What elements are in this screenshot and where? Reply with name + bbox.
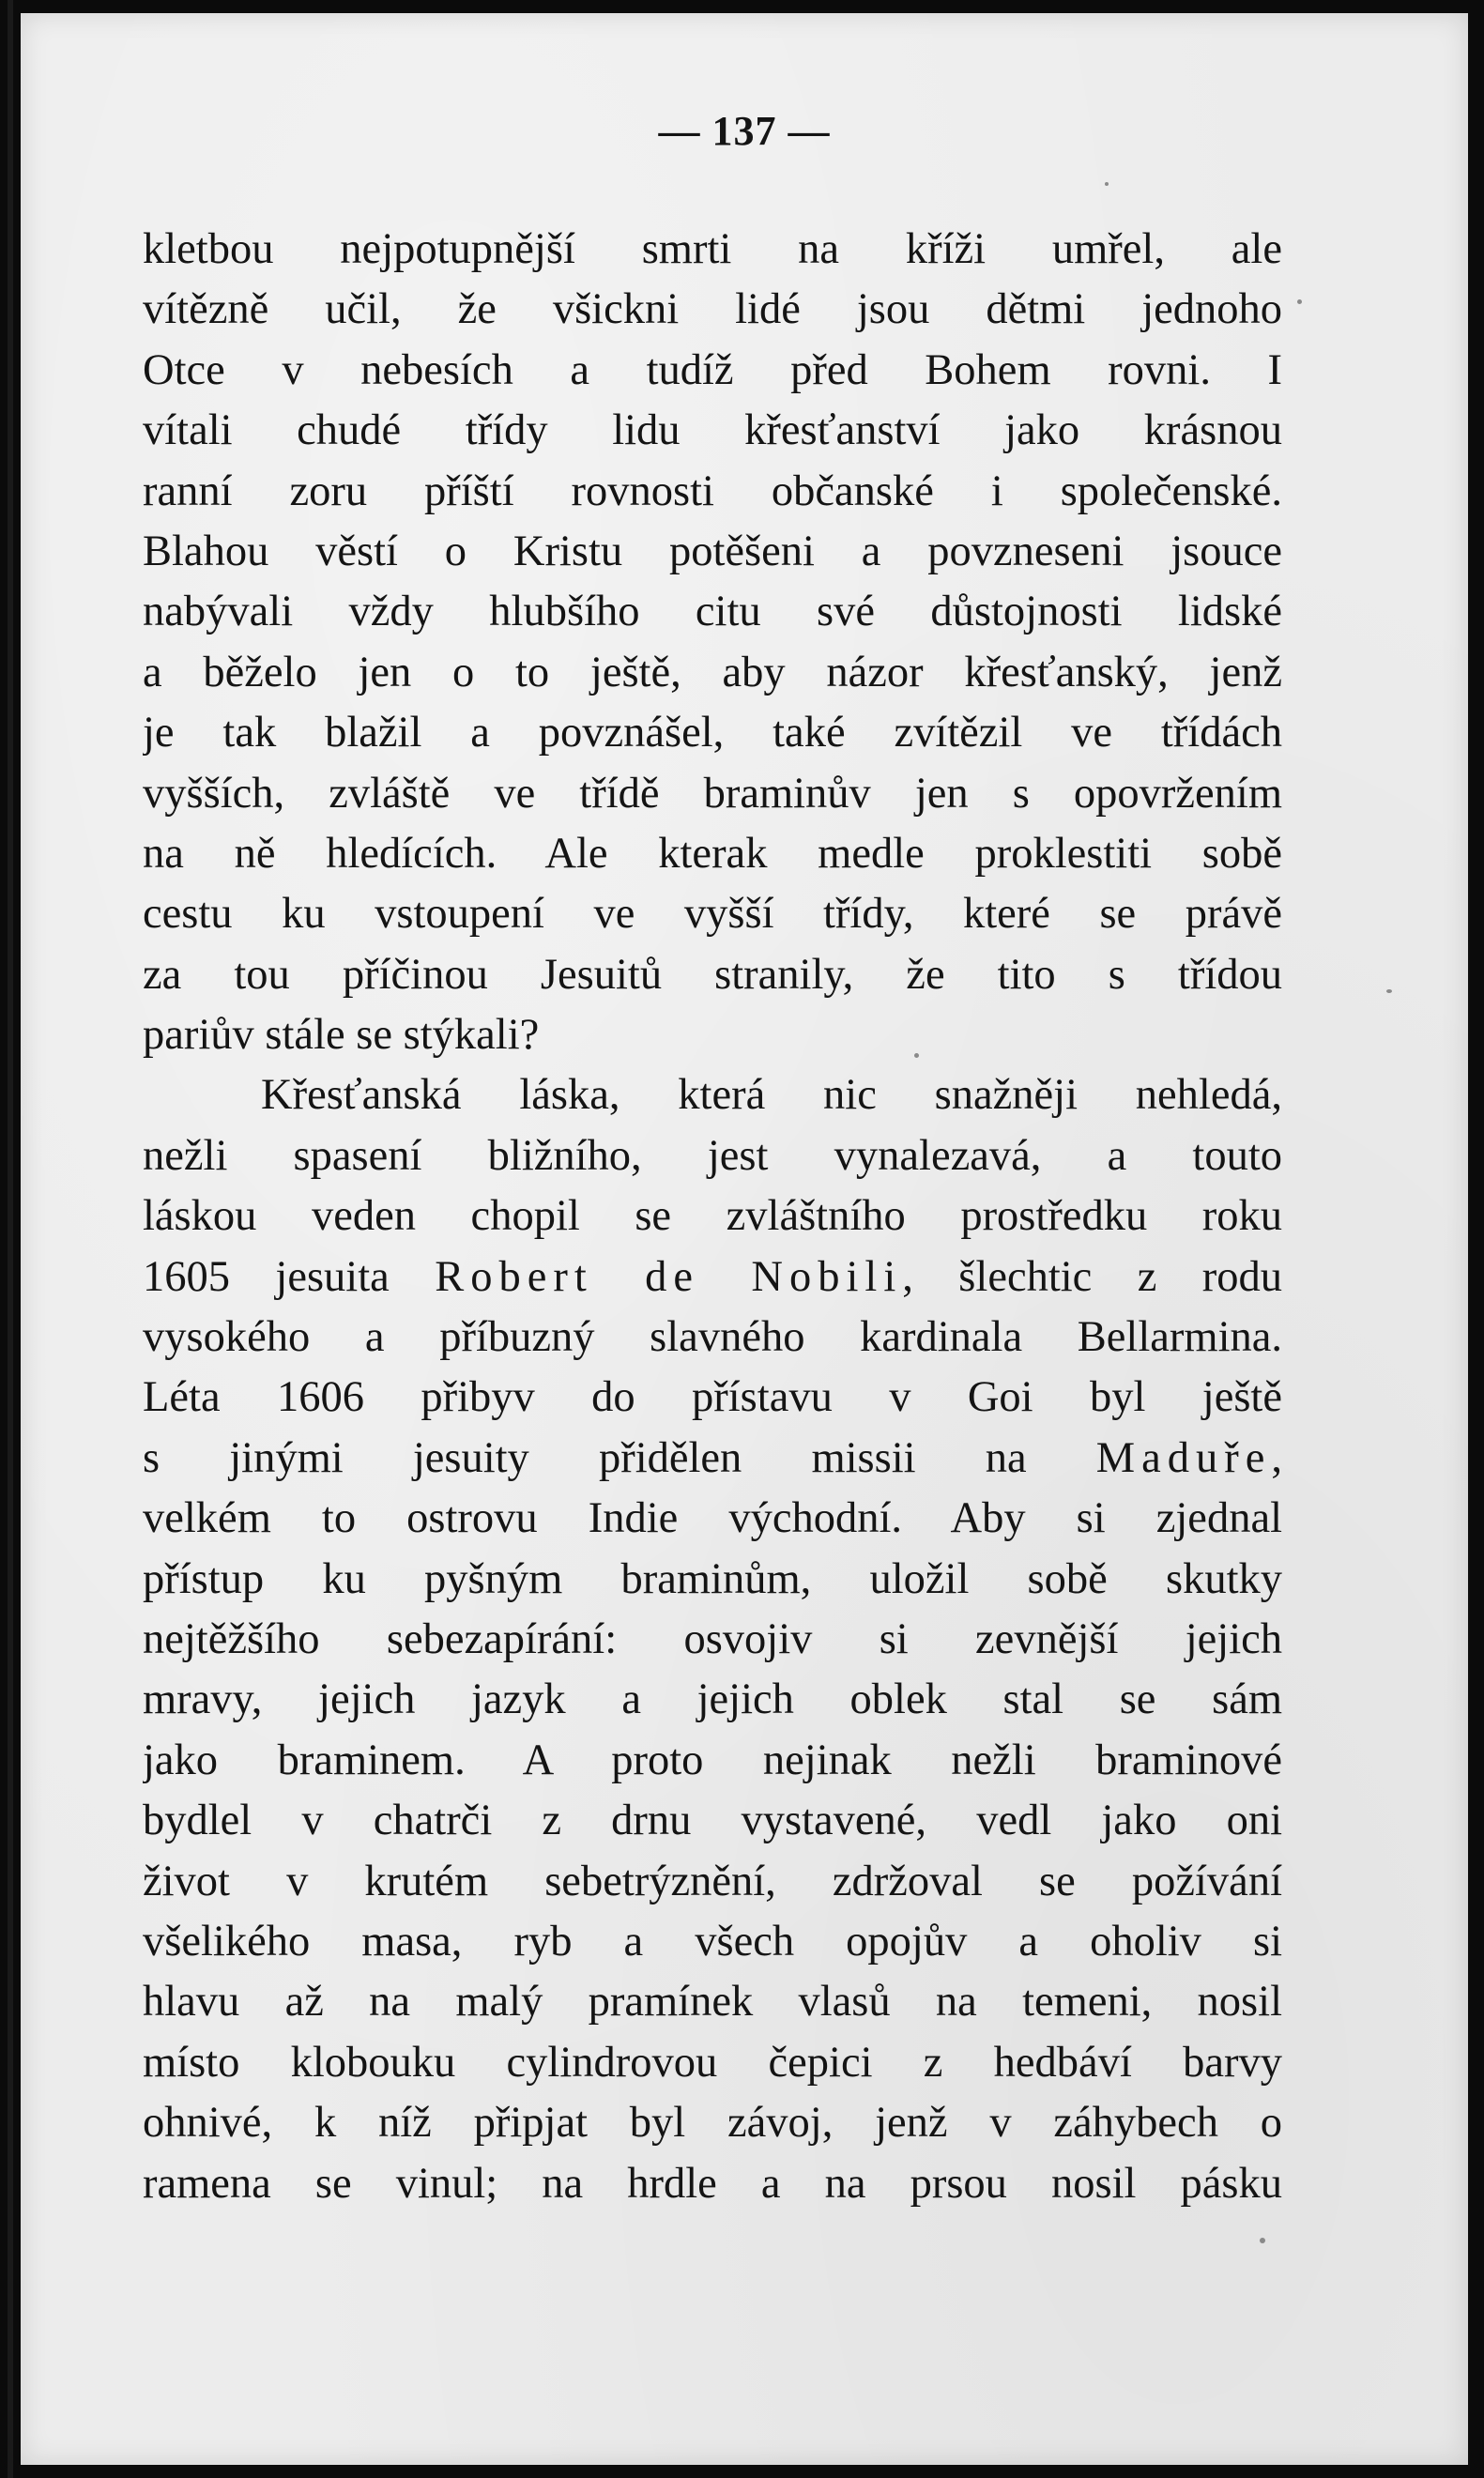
paper-sheet (21, 13, 1468, 2465)
text-line: Otce v nebesích a tudíž před Bohem rovni. I (143, 345, 1282, 394)
text-line: a běželo jen o to ještě, aby názor křesťanský, jenž (143, 648, 1282, 696)
paper-speck (1297, 299, 1302, 304)
body-text (143, 220, 1282, 2214)
scan-edge (8, 0, 13, 2478)
text-line: cestu ku vstoupení ve vyšší třídy, které se právě (143, 890, 1282, 939)
text-line: velkém to ostrovu Indie východní. Aby si zjednal (143, 1494, 1282, 1543)
text-line: ranní zoru příští rovnosti občanské i společenské. (143, 467, 1282, 515)
text-line: místo klobouku cylindrovou čepici z hedbáví barvy (143, 2038, 1282, 2087)
text-line-paragraph-start: Křesťanská láska, která nic snažněji nehledá, (261, 1071, 1282, 1120)
paper-speck (1386, 989, 1392, 993)
spaced-place-name: Maduře (1095, 1433, 1272, 1482)
text-line: ramena se vinul; na hrdle a na prsou nosil pásku (143, 2159, 1282, 2208)
text-line: nežli spasení bližního, jest vynalezavá, a touto (143, 1131, 1282, 1180)
text-line: za tou příčinou Jesuitů stranily, že tito s třídou (143, 950, 1282, 999)
text-line: vysokého a příbuzný slavného kardinala Bellarmina. (143, 1313, 1282, 1362)
text-line-with-name: 1605 jesuita Robert de Nobili, šlechtic z rodu (143, 1252, 1282, 1301)
text-line-with-place: s jinými jesuity přidělen missii na Maduře, (143, 1433, 1282, 1482)
text-line: vítali chudé třídy lidu křesťanství jako krásnou (143, 406, 1282, 455)
text-line: ohnivé, k níž připjat byl závoj, jenž v záhybech o (143, 2099, 1282, 2148)
page-number: — 137 — (658, 108, 831, 154)
text-line: Blahou věstí o Kristu potěšeni a povzneseni jsouce (143, 527, 1282, 575)
text-line: přístup ku pyšným braminům, uložil sobě skutky (143, 1554, 1282, 1603)
text-line: mravy, jejich jazyk a jejich oblek stal se sám (143, 1675, 1282, 1724)
text-line: je tak blažil a povznášel, také zvítězil ve třídách (143, 709, 1282, 757)
text-line: Léta 1606 přibyv do přístavu v Goi byl ještě (143, 1373, 1282, 1422)
text-line: nabývali vždy hlubšího citu své důstojnosti lidské (143, 588, 1282, 636)
text-line: všelikého masa, ryb a všech opojův a oholiv si (143, 1917, 1282, 1966)
paper-speck (1260, 2238, 1265, 2243)
spaced-name: Robert de Nobili (435, 1252, 903, 1301)
text-line: na ně hledících. Ale kterak medle proklestiti sobě (143, 829, 1282, 878)
text-line: vítězně učil, že všickni lidé jsou dětmi jednoho (143, 285, 1282, 334)
text-line: vyšších, zvláště ve třídě braminův jen s opovržením (143, 769, 1282, 818)
text-line: bydlel v chatrči z drnu vystavené, vedl jako oni (143, 1797, 1282, 1845)
text-line: jako braminem. A proto nejinak nežli braminové (143, 1736, 1282, 1784)
text-line: kletbou nejpotupnější smrti na kříži umřel, ale (143, 225, 1282, 273)
text-line: hlavu až na malý pramínek vlasů na temeni, nosil (143, 1978, 1282, 2027)
paper-speck (914, 1053, 919, 1058)
paper-speck (1105, 182, 1109, 186)
text-line-paragraph-end: pariův stále se stýkali? (143, 1011, 540, 1060)
text-line: láskou veden chopil se zvláštního prostředku roku (143, 1192, 1282, 1241)
text-line: život v krutém sebetrýznění, zdržoval se požívání (143, 1857, 1282, 1905)
text-line: nejtěžšího sebezapírání: osvojiv si zevnější jejich (143, 1614, 1282, 1663)
